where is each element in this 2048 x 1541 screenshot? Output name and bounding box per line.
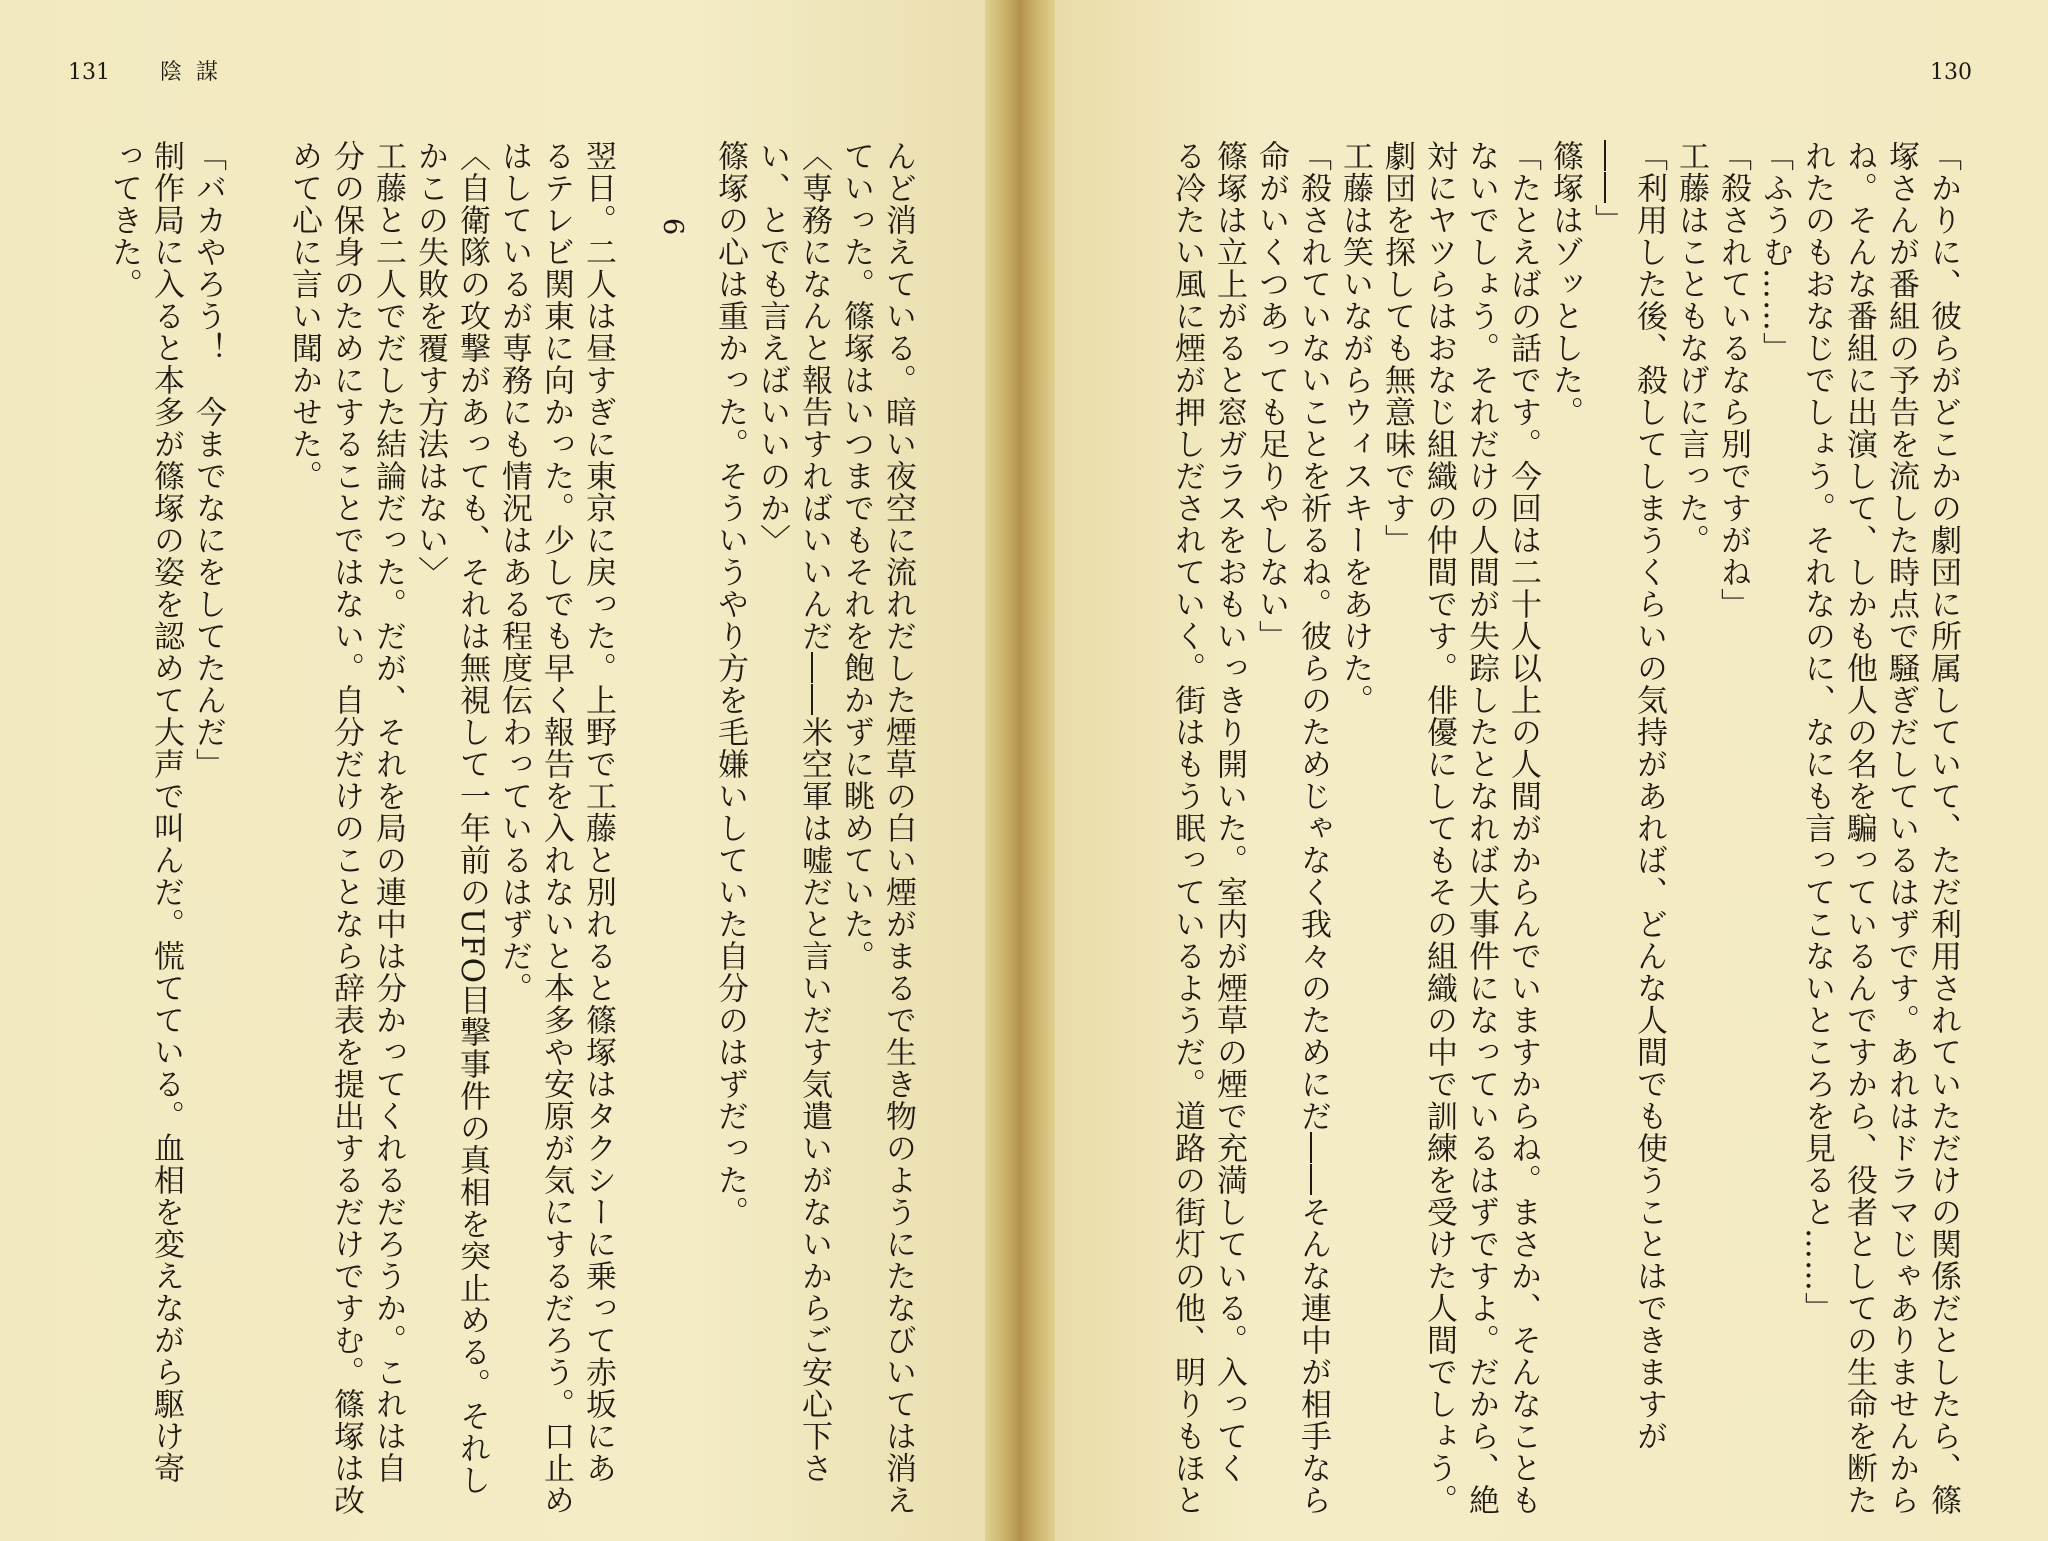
text-line: 〈専務になんと報告すればいいんだ――米空軍は嘘だと言いだす気遣いがないからご安心下さ — [796, 140, 832, 1484]
text-line: ――」 — [1589, 140, 1625, 236]
section-number: 6 — [657, 218, 688, 237]
text-line: 「たとえばの話です。今回は二十人以上の人間がからんでいますからね。まさか、そんなことも — [1505, 140, 1541, 1516]
text-line: 「バカやろう！ 今までなにをしてたんだ」 — [190, 140, 226, 780]
text-line: 工藤はこともなげに言った。 — [1673, 140, 1709, 556]
text-line: ないでしょう。それだけの人間が失踪したとなれば大事件になっているはずですよ。だから、絶 — [1463, 140, 1499, 1516]
text-line: 工藤と二人でだした結論だった。だが、それを局の連中は分かってくれるだろうか。これは自 — [370, 140, 406, 1484]
text-line: 劇団を探しても無意味です」 — [1379, 140, 1415, 556]
text-line: 篠塚の心は重かった。そういうやり方を毛嫌いしていた自分のはずだった。 — [712, 140, 748, 1228]
right-page-number: 130 — [1930, 60, 1972, 85]
text-line: はしているが専務にも情況はある程度伝わっているはずだ。 — [496, 140, 532, 1004]
right-page — [1055, 0, 2048, 1541]
text-line: んど消えている。暗い夜空に流れだした煙草の白い煙がまるで生き物のようにたなびいては消え — [880, 140, 916, 1516]
running-head: 陰謀 — [160, 60, 233, 85]
text-line: めて心に言い聞かせた。 — [286, 140, 322, 492]
text-line: い、とでも言えばいいのか〉 — [754, 140, 790, 556]
text-line: 塚さんが番組の予告を流した時点で騒ぎだしているはずです。あれはドラマじゃありませんから — [1883, 140, 1919, 1516]
text-line: 「利用した後、殺してしまうくらいの気持があれば、どんな人間でも使うことはできますが — [1631, 140, 1667, 1452]
text-line: 「かりに、彼らがどこかの劇団に所属していて、ただ利用されていただけの関係だとしたら、篠 — [1925, 140, 1961, 1516]
text-line: 工藤は笑いながらウィスキーをあけた。 — [1337, 140, 1373, 716]
text-line: 「殺されているなら別ですがね」 — [1715, 140, 1751, 620]
text-line: れたのもおなじでしょう。それなのに、なにも言ってこないところを見ると……」 — [1799, 140, 1835, 1324]
text-line: 翌日。二人は昼すぎに東京に戻った。上野で工藤と別れると篠塚はタクシーに乗って赤坂にあ — [580, 140, 616, 1484]
text-line: 〈自衛隊の攻撃があっても、それは無視して一年前のUFO目撃事件の真相を突止める。それし — [454, 140, 490, 1497]
text-line: ね。そんな番組に出演して、しかも他人の名を騙っているんですから、役者としての生命を断た — [1841, 140, 1877, 1516]
text-line: 「殺されていないことを祈るね。彼らのためじゃなく我々のためにだ――そんな連中が相手なら — [1295, 140, 1331, 1516]
text-line: る冷たい風に煙が押しだされていく。街はもう眠っているようだ。道路の街灯の他、明りもほと — [1169, 140, 1205, 1516]
text-line: 制作局に入ると本多が篠塚の姿を認めて大声で叫んだ。慌てている。血相を変えながら駆け寄 — [148, 140, 184, 1484]
text-line: 命がいくつあっても足りやしない」 — [1253, 140, 1289, 652]
text-line: かこの失敗を覆す方法はない〉 — [412, 140, 448, 588]
text-line: 分の保身のためにすることではない。自分だけのことなら辞表を提出するだけですむ。篠塚は改 — [328, 140, 364, 1516]
text-line: 「ふうむ……」 — [1757, 140, 1793, 364]
left-page — [0, 0, 985, 1541]
text-line: るテレビ関東に向かった。少しでも早く報告を入れないと本多や安原が気にするだろう。口止め — [538, 140, 574, 1516]
text-line: 篠塚は立上がると窓ガラスをおもいっきり開いた。室内が煙草の煙で充満している。入ってく — [1211, 140, 1247, 1484]
text-line: ていった。篠塚はいつまでもそれを飽かずに眺めていた。 — [838, 140, 874, 972]
book-gutter — [985, 0, 1055, 1541]
left-page-number: 131 — [68, 60, 110, 85]
text-line: 篠塚はゾッとした。 — [1547, 140, 1583, 428]
text-line: ってきた。 — [106, 140, 142, 300]
text-line: 対にヤツらはおなじ組織の仲間です。俳優にしてもその組織の中で訓練を受けた人間でしょう。 — [1421, 140, 1457, 1516]
